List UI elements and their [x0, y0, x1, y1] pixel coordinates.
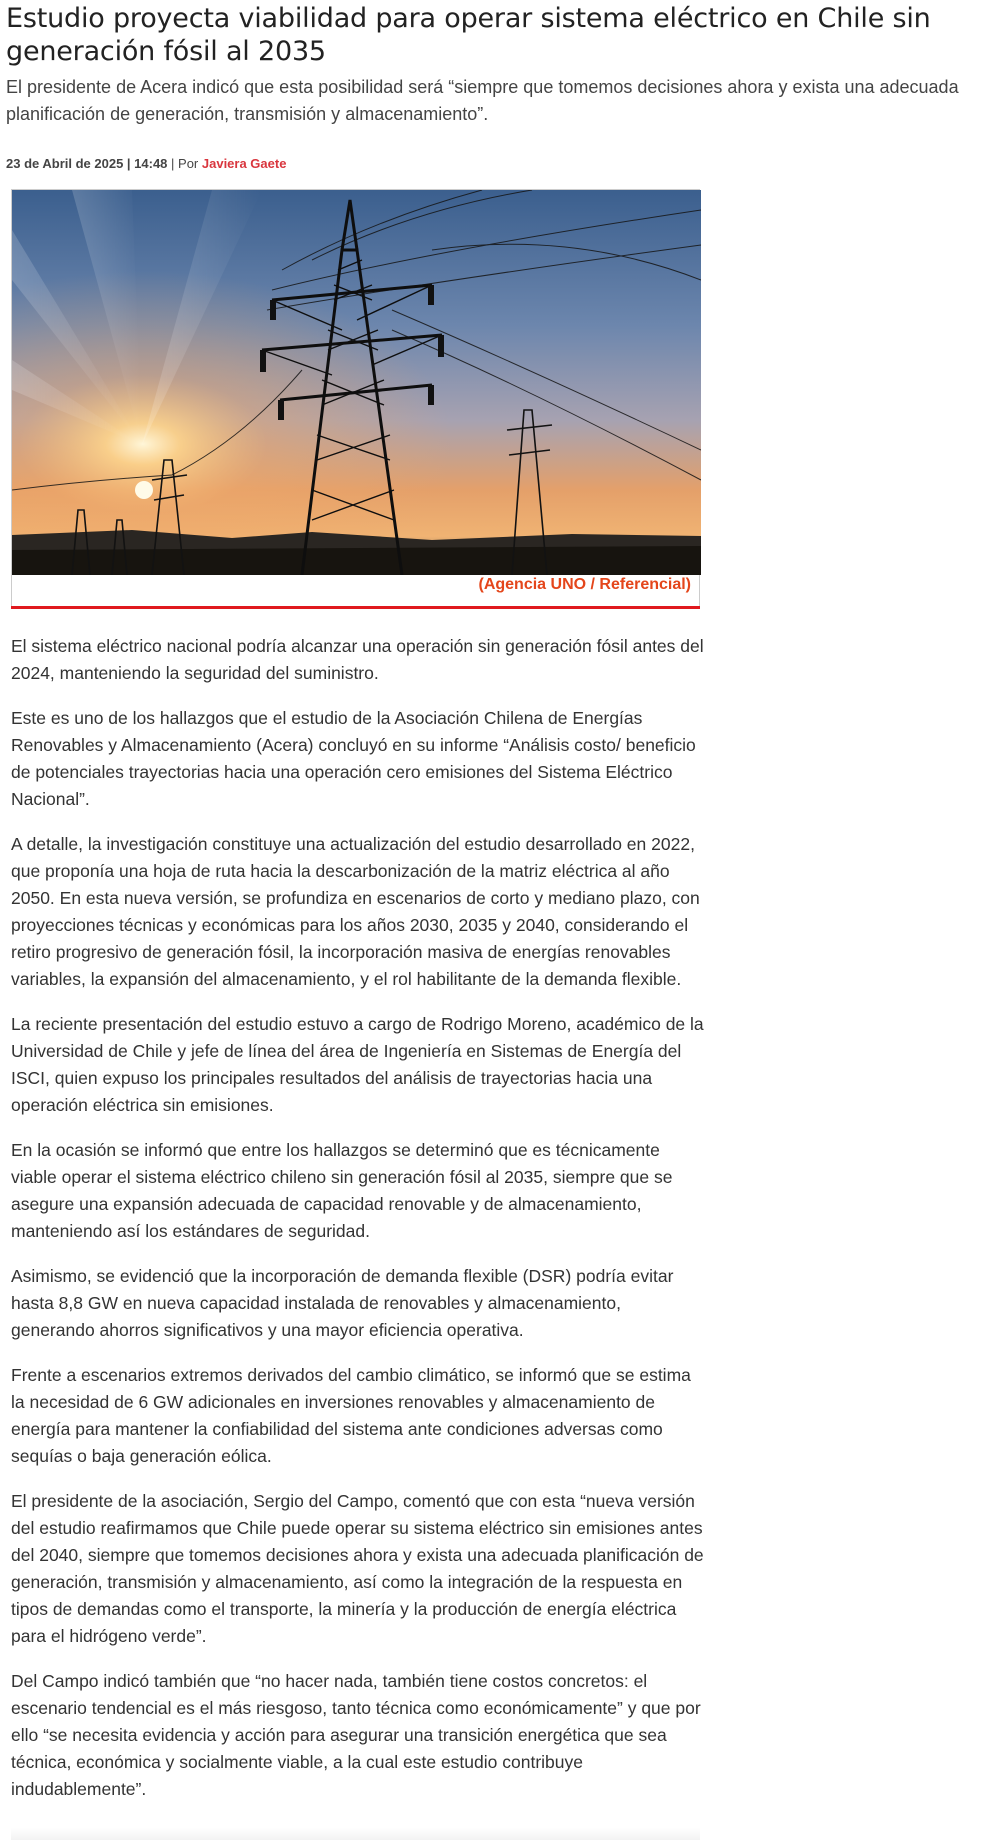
publish-date: 23 de Abril de 2025 | 14:48 [6, 156, 168, 171]
figure-rule [11, 606, 700, 609]
paragraph-3: A detalle, la investigación constituye una actualización del estudio desarrollado en 2022, que proponía una hoja de ruta hacia la descarbonización de la matriz eléctrica al año 2050. En esta nueva versión, se profundiza en escenarios de corto y mediano plazo, con proyecciones técnicas y económicas para los años 2030, 2035 y 2040, considerando el retiro progresivo de generación fósil, la incorporación masiva de energías renovables variables, la expansión del almacenamiento, y el rol habilitante de la demanda flexible. [11, 834, 700, 989]
paragraph-8: El presidente de la asociación, Sergio del Campo, comentó que con esta “nueva versión del estudio reafirmamos que Chile puede operar su sistema eléctrico sin emisiones antes del 2040, siempre que tomemos decisiones ahora y exista una adecuada planificación de generación, transmisión y almacenamiento, así como la integración de la respuesta en tipos de demandas como el transporte, la minería y la producción de energía eléctrica para el hidrógeno verde”. [11, 1491, 704, 1646]
article-lead: El presidente de Acera indicó que esta posibilidad será “siempre que tomemos decisiones ahora y exista una adecuada planificación de generación, transmisión y almacenamiento”. [6, 77, 959, 124]
bottom-fade [11, 1828, 700, 1840]
article-byline [6, 156, 286, 171]
paragraph-1: El sistema eléctrico nacional podría alcanzar una operación sin generación fósil antes del 2024, manteniendo la seguridad del suministro. [11, 636, 704, 683]
article-headline: Estudio proyecta viabilidad para operar sistema eléctrico en Chile sin generación fósil al 2035 [6, 3, 931, 67]
photo-caption: (Agencia UNO / Referencial) [478, 576, 691, 593]
article-figure [11, 189, 700, 607]
power-tower-photo [12, 190, 701, 575]
paragraph-7: Frente a escenarios extremos derivados del cambio climático, se informó que se estima la necesidad de 6 GW adicionales en inversiones renovables y almacenamiento de energía para mantener la confiabilidad del sistema ante condiciones adversas como sequías o baja generación eólica. [11, 1365, 691, 1466]
paragraph-9: Del Campo indicó también que “no hacer nada, también tiene costos concretos: el escenario tendencial es el más riesgoso, tanto técnica como económicamente” y que por ello “se necesita evidencia y acción para asegurar una transición energética que sea técnica, económica y socialmente viable, a la cual este estudio contribuye indudablemente”. [11, 1671, 701, 1799]
author-link[interactable]: Javiera Gaete [201, 156, 287, 171]
byline-separator: | Por [167, 156, 202, 171]
paragraph-2: Este es uno de los hallazgos que el estudio de la Asociación Chilena de Energías Renovables y Almacenamiento (Acera) concluyó en su informe “Análisis costo/ beneficio de potenciales trayectorias hacia una operación cero emisiones del Sistema Eléctrico Nacional”. [11, 708, 696, 809]
article-body [11, 633, 704, 1821]
paragraph-4: La reciente presentación del estudio estuvo a cargo de Rodrigo Moreno, académico de la Universidad de Chile y jefe de línea del área de Ingeniería en Sistemas de Energía del ISCI, quien expuso los principales resultados del análisis de trayectorias hacia una operación eléctrica sin emisiones. [11, 1014, 704, 1115]
paragraph-5: En la ocasión se informó que entre los hallazgos se determinó que es técnicamente viable operar el sistema eléctrico chileno sin generación fósil al 2035, siempre que se asegure una expansión adecuada de capacidad renovable y de almacenamiento, manteniendo así los estándares de seguridad. [11, 1140, 673, 1241]
paragraph-6: Asimismo, se evidenció que la incorporación de demanda flexible (DSR) podría evitar hasta 8,8 GW en nueva capacidad instalada de renovables y almacenamiento, generando ahorros significativos y una mayor eficiencia operativa. [11, 1266, 674, 1340]
